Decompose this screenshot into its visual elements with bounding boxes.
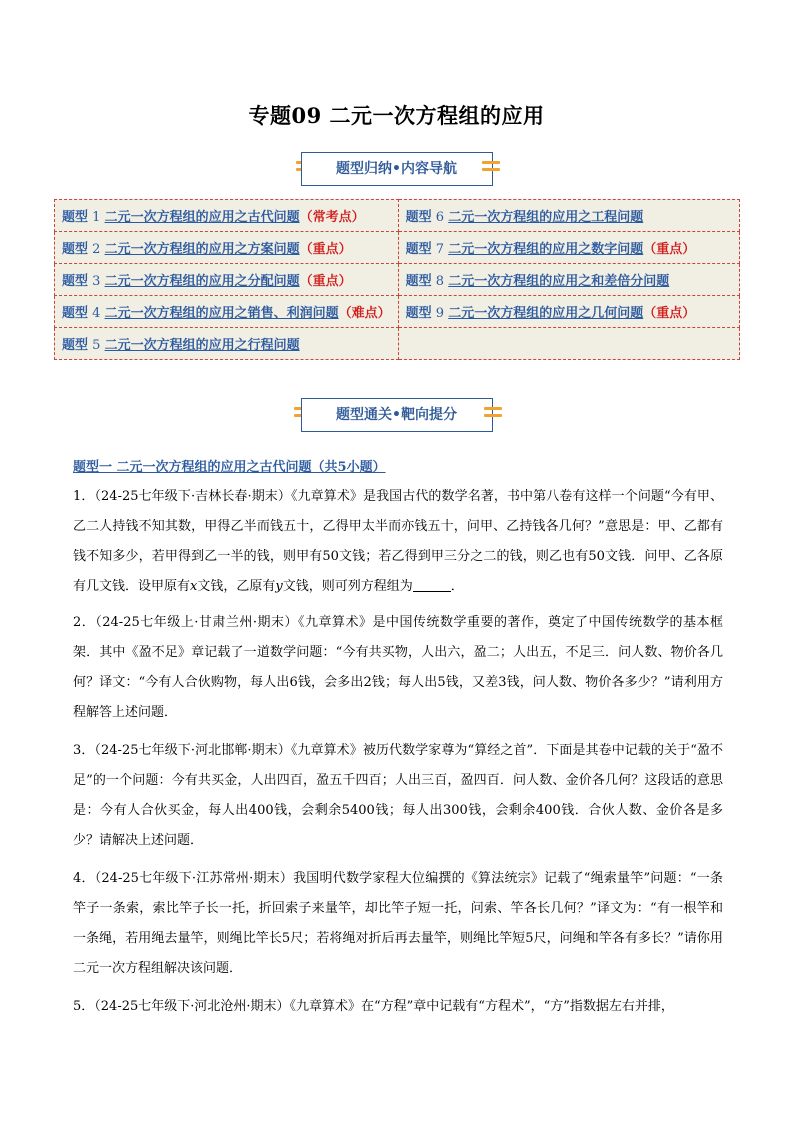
nav-row [55, 328, 740, 360]
nav-banner [0, 152, 793, 188]
nav-row [55, 200, 740, 232]
practice-banner [0, 398, 793, 434]
nav-link[interactable]: 二元一次方程组的应用之和差倍分问题 [448, 274, 670, 289]
question-5: 5．（24-25七年级下·河北沧州·期末）《九章算术》在“方程”章中记载有“方程术”，“方”指数据左右并排， [73, 999, 674, 1014]
topic-nav-table [54, 199, 740, 360]
question-4: 4．（24-25七年级下·江苏常州·期末）我国明代数学家程大位编撰的《算法统宗》记载了“绳索量竿”问题：“一条竿子一条索，索比竿子长一托，折回索子来量竿，却比竿子短一托，问索、竿各长几何？”译文为：“有一根竿和一条绳，若用绳去量竿，则绳比竿长5尺；若将绳对折后再去量竿，则绳比竿短5尺，问绳和竿各有多长？”请你用二元一次方程组解决该问题． [73, 871, 723, 976]
practice-banner-title: 题型通关•靶向提分 [301, 398, 493, 432]
nav-link[interactable]: 二元一次方程组的应用之方案问题 [104, 242, 300, 257]
banner-right-deco-icon [484, 407, 502, 421]
nav-link[interactable]: 二元一次方程组的应用之几何问题 [448, 306, 644, 321]
nav-row [55, 232, 740, 264]
nav-cell[interactable]: 题型 9 二元一次方程组的应用之几何问题（重点） [398, 296, 739, 328]
nav-cell-empty [398, 328, 739, 360]
page-title: 专题09 二元一次方程组的应用 [248, 103, 545, 128]
nav-cell[interactable]: 题型 8 二元一次方程组的应用之和差倍分问题 [398, 264, 739, 296]
nav-link[interactable]: 二元一次方程组的应用之行程问题 [104, 338, 300, 353]
question-3: 3．（24-25七年级下·河北邯郸·期末）《九章算术》被历代数学家尊为“算经之首”．下面是其卷中记载的关于“盈不足”的一个问题：今有共买金，人出四百，盈五千四百；人出三百，盈四百．问人数、金价各几何？这段话的意思是：今有人合伙买金，每人出400钱，会剩余5400钱；每人出300钱，会剩余400钱．合伙人数、金价各是多少？请解决上述问题． [73, 743, 723, 848]
answer-blank[interactable] [413, 577, 451, 592]
nav-link[interactable]: 二元一次方程组的应用之分配问题 [104, 274, 300, 289]
nav-cell[interactable]: 题型 3 二元一次方程组的应用之分配问题（重点） [55, 264, 399, 296]
var-x: x [190, 579, 198, 594]
nav-cell[interactable]: 题型 5 二元一次方程组的应用之行程问题 [55, 328, 399, 360]
nav-cell[interactable]: 题型 2 二元一次方程组的应用之方案问题（重点） [55, 232, 399, 264]
var-y: y [275, 579, 283, 594]
nav-banner-title: 题型归纳•内容导航 [301, 152, 493, 186]
nav-cell[interactable]: 题型 4 二元一次方程组的应用之销售、利润问题（难点） [55, 296, 399, 328]
banner-right-deco-icon [482, 161, 500, 175]
nav-link[interactable]: 二元一次方程组的应用之工程问题 [448, 210, 644, 225]
nav-cell[interactable]: 题型 1 二元一次方程组的应用之古代问题（常考点） [55, 200, 399, 232]
question-2: 2．（24-25七年级上·甘肃兰州·期末）《九章算术》是中国传统数学重要的著作，奠定了中国传统数学的基本框架．其中《盈不足》章记载了一道数学问题：“今有共买物，人出六，盈二；人出五，不足三．问人数、物价各几何？译文：“今有人合伙购物，每人出6钱，会多出2钱；每人出5钱，又差3钱，问人数、物价各多少？”请利用方程解答上述问题． [73, 615, 723, 720]
nav-cell[interactable]: 题型 7 二元一次方程组的应用之数字问题（重点） [398, 232, 739, 264]
section-title: 题型一 二元一次方程组的应用之古代问题（共5小题） [73, 460, 386, 475]
nav-row [55, 264, 740, 296]
question-1: 1．（24-25七年级下·吉林长春·期末）《九章算术》是我国古代的数学名著，书中第八卷有这样一个问题“今有甲、乙二人持钱不知其数，甲得乙半而钱五十，乙得甲太半而亦钱五十，问甲、乙持钱各几何？”意思是：甲、乙都有钱不知多少，若甲得到乙一半的钱，则甲有50文钱；若乙得到甲三分之二的钱，则乙也有50文钱．问甲、乙各原有几文钱．设甲原有x文钱，乙原有y文钱，则可列方程组为 ． [73, 489, 723, 594]
nav-link[interactable]: 二元一次方程组的应用之古代问题 [104, 210, 300, 225]
nav-row [55, 296, 740, 328]
nav-link[interactable]: 二元一次方程组的应用之销售、利润问题 [104, 306, 339, 321]
nav-cell[interactable]: 题型 6 二元一次方程组的应用之工程问题 [398, 200, 739, 232]
nav-link[interactable]: 二元一次方程组的应用之数字问题 [448, 242, 644, 257]
